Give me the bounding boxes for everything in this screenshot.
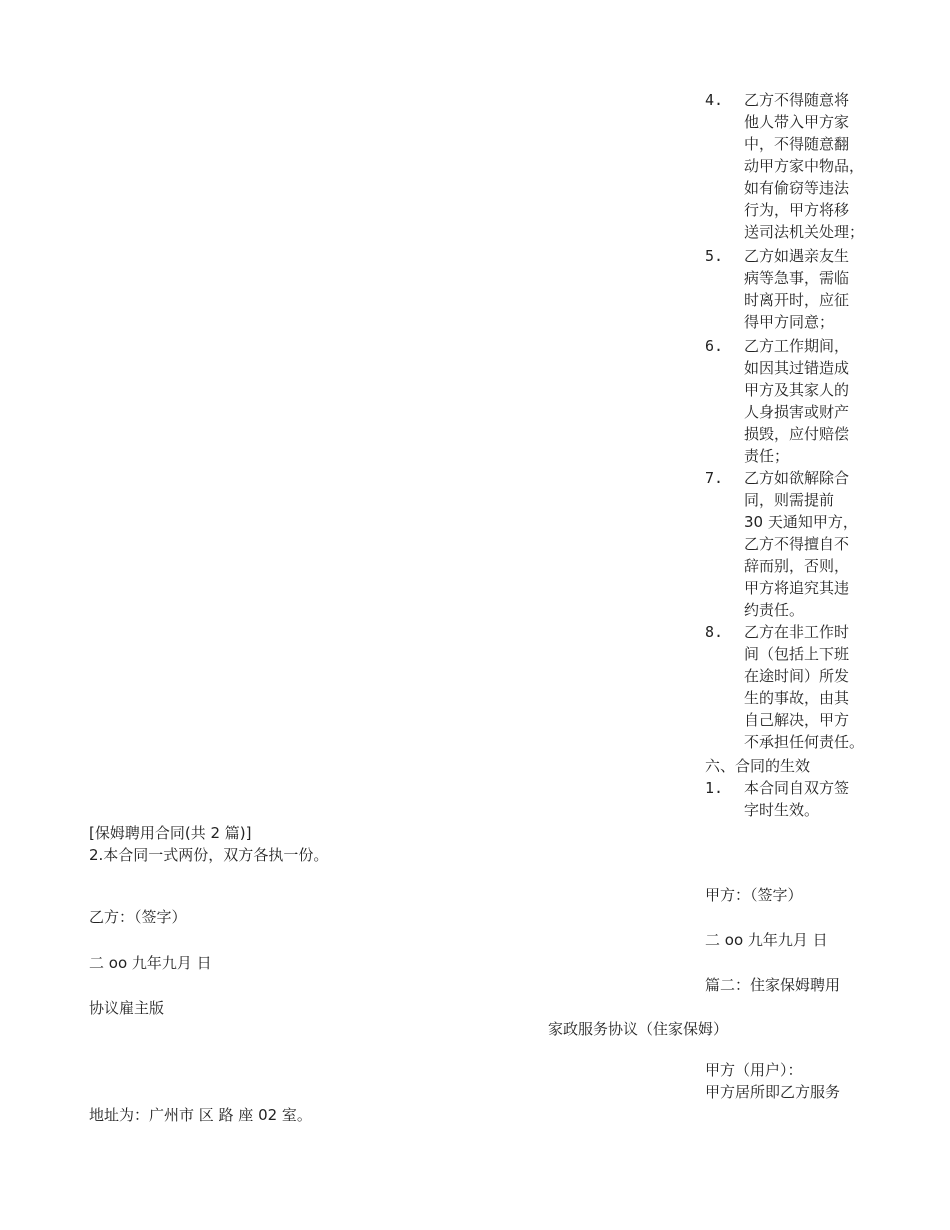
clause-line: 责任； bbox=[744, 447, 790, 465]
clause-line: 乙方工作期间， bbox=[744, 337, 850, 355]
party-a-residence: 甲方居所即乙方服务 bbox=[705, 1083, 841, 1101]
clause-line: 在途时间）所发 bbox=[744, 667, 850, 685]
clause-line: 中，不得随意翻 bbox=[744, 135, 850, 153]
clause-line: 损毁，应付赔偿 bbox=[744, 425, 850, 443]
clause-body bbox=[744, 245, 849, 333]
clause-body bbox=[744, 621, 864, 753]
clause-line: 病等急事，需临 bbox=[744, 269, 850, 287]
clause-body bbox=[744, 89, 864, 243]
clause-number: 6. bbox=[705, 337, 724, 355]
section-six-heading: 六、合同的生效 bbox=[705, 757, 811, 775]
clause-line: 间（包括上下班 bbox=[744, 645, 850, 663]
clause-number: 4. bbox=[705, 91, 724, 109]
clause-line: 动甲方家中物品， bbox=[744, 157, 865, 175]
clause-body bbox=[744, 777, 849, 821]
clause-line: 甲方及其家人的 bbox=[744, 381, 850, 399]
clause-line: 本合同自双方签 bbox=[744, 779, 850, 797]
clause-line: 乙方不得随意将 bbox=[744, 91, 850, 109]
clause-line: 辞而别，否则， bbox=[744, 557, 850, 575]
clause-line: 生的事故，由其 bbox=[744, 689, 850, 707]
clause-line: 送司法机关处理； bbox=[744, 223, 865, 241]
employer-version-label: 协议雇主版 bbox=[89, 999, 165, 1017]
clause-line: 如有偷窃等违法 bbox=[744, 179, 850, 197]
copies-clause: 2.本合同一式两份，双方各执一份。 bbox=[89, 846, 329, 864]
clause-line: 乙方如欲解除合 bbox=[744, 469, 850, 487]
clause-line: 不承担任何责任。 bbox=[744, 733, 865, 751]
clause-line: 行为，甲方将移 bbox=[744, 201, 850, 219]
clause-line: 30 天通知甲方， bbox=[744, 513, 858, 531]
party-a-signature: 甲方：（签字） bbox=[705, 886, 803, 904]
clause-line: 约责任。 bbox=[744, 601, 805, 619]
party-b-signature: 乙方：（签字） bbox=[89, 908, 187, 926]
party-a-user: 甲方（用户）： bbox=[705, 1061, 803, 1079]
party-b-date: 二 oo 九年九月 日 bbox=[89, 954, 212, 972]
clause-number: 5. bbox=[705, 247, 724, 265]
clause-line: 他人带入甲方家 bbox=[744, 113, 850, 131]
clause-line: 自己解决，甲方 bbox=[744, 711, 850, 729]
clause-number: 1. bbox=[705, 779, 724, 797]
clause-line: 字时生效。 bbox=[744, 801, 820, 819]
agreement-title: 家政服务协议（住家保姆） bbox=[548, 1020, 729, 1038]
party-a-date: 二 oo 九年九月 日 bbox=[705, 931, 828, 949]
clause-line: 得甲方同意； bbox=[744, 313, 835, 331]
clause-line: 乙方不得擅自不 bbox=[744, 535, 850, 553]
clause-number: 7. bbox=[705, 469, 724, 487]
article-two-title: 篇二：住家保姆聘用 bbox=[705, 976, 841, 994]
clause-body bbox=[744, 335, 849, 467]
address-line: 地址为：广州市 区 路 座 02 室。 bbox=[89, 1106, 312, 1124]
clause-line: 乙方如遇亲友生 bbox=[744, 247, 850, 265]
clause-line: 甲方将追究其违 bbox=[744, 579, 850, 597]
clause-line: 人身损害或财产 bbox=[744, 403, 850, 421]
clause-body bbox=[744, 467, 858, 621]
collection-title: [保姆聘用合同(共 2 篇)] bbox=[89, 824, 252, 842]
clause-line: 同，则需提前 bbox=[744, 491, 835, 509]
clause-line: 乙方在非工作时 bbox=[744, 623, 850, 641]
clause-line: 时离开时，应征 bbox=[744, 291, 850, 309]
clause-number: 8. bbox=[705, 623, 724, 641]
clause-line: 如因其过错造成 bbox=[744, 359, 850, 377]
